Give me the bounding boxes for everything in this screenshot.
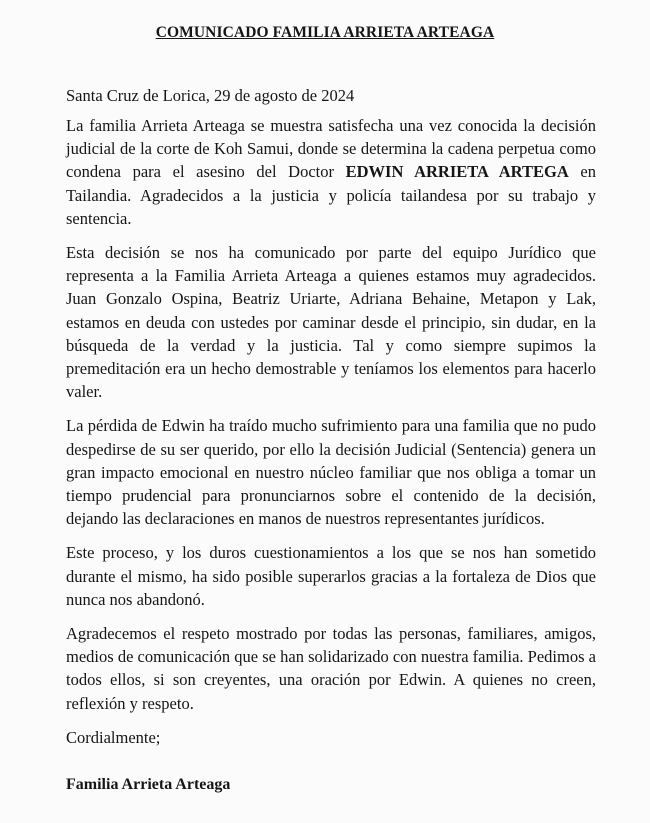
- paragraph-1-text-end: en Tailandia. Agradecidos a la justicia y policía tailandesa por su trabajo y sentencia.: [66, 162, 596, 228]
- closing-line: Cordialmente;: [66, 727, 161, 747]
- paragraph-2: Esta decisión se nos ha comunicado por parte del equipo Jurídico que representa a la Familia Arrieta Arteaga a quienes estamos muy agradecidos. Juan Gonzalo Ospina, Beatriz Uriarte, Adriana Behaine, Metapon y Lak, estamos en deuda con ustedes por caminar desde el principio, sin dudar, en la búsqueda de la verdad y la justicia. Tal y como siempre supimos la premeditación era un hecho demostrable y teníamos los elementos para hacerlo valer.: [66, 243, 596, 402]
- signature: Familia Arrieta Arteaga: [66, 776, 231, 793]
- date-line: Santa Cruz de Lorica, 29 de agosto de 2024: [66, 86, 355, 105]
- paragraph-1: [66, 114, 596, 230]
- document-title: COMUNICADO FAMILIA ARRIETA ARTEAGA: [155, 24, 495, 41]
- paragraph-3: La pérdida de Edwin ha traído mucho sufrimiento para una familia que no pudo despedirse de su ser querido, por ello la decisión Judicial (Sentencia) genera un gran impacto emocional en nuestro núcleo familiar que nos obliga a tomar un tiempo prudencial para pronunciarnos sobre el contenido de la decisión, dejando las declaraciones en manos de nuestros representantes jurídicos.: [66, 416, 596, 529]
- document-body: [66, 114, 596, 760]
- victim-name: EDWIN ARRIETA ARTEGA: [345, 162, 569, 182]
- paragraph-1-text: La familia Arrieta Arteaga se muestra satisfecha una vez conocida la decisión judicial de la corte de Koh Samui, donde se determina la cadena perpetua como condena para el asesino del Doctor: [66, 116, 596, 182]
- paragraph-4: Este proceso, y los duros cuestionamientos a los que se nos han sometido durante el mismo, ha sido posible superarlos gracias a la fortaleza de Dios que nunca nos abandonó.: [66, 543, 596, 609]
- paragraph-5: Agradecemos el respeto mostrado por todas las personas, familiares, amigos, medios de comunicación que se han solidarizado con nuestra familia. Pedimos a todos ellos, si son creyentes, una oración por Edwin. A quienes no creen, reflexión y respeto.: [66, 624, 596, 713]
